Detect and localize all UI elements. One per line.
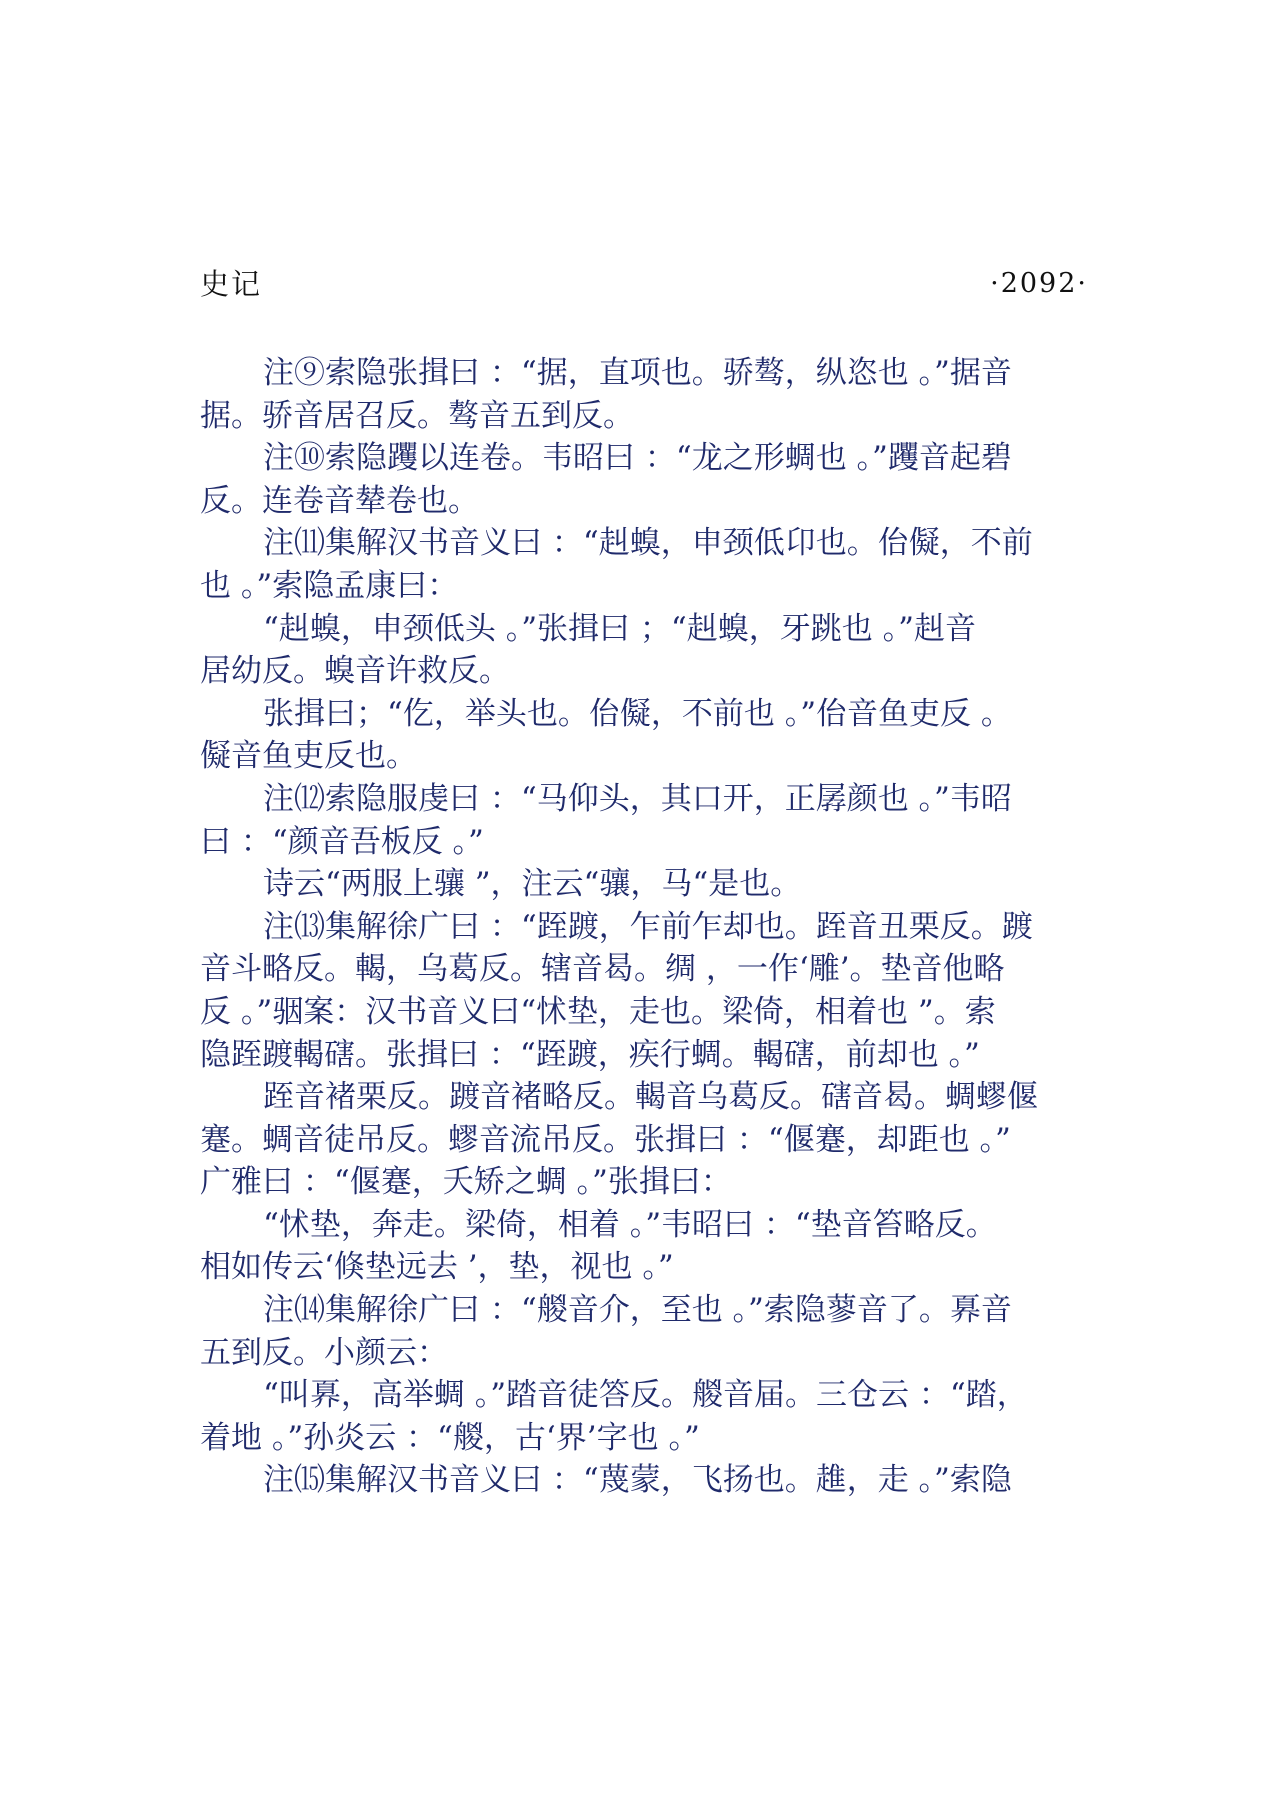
book-title: 史记 [200,267,263,301]
text-line: 反。连卷音辇卷也。 [200,482,479,519]
text-line: 注⑨索隐张揖曰 ：“据，直项也。骄骜，纵恣也 。”据音 [263,355,1012,391]
text-line: 跮音褚栗反。踱音褚略反。輵音乌葛反。磍音曷。蜩蟉偃 [263,1079,1038,1116]
text-line: 着地 。”孙炎云 ：“艐，古‘界’字也 。” [200,1419,700,1456]
page-header [200,264,1088,304]
text-line: 相如传云‘倏垫远去 ’，垫，视也 。” [200,1249,674,1286]
text-line: 注⒁集解徐广曰 ：“艐音介，至也 。”索隐蓼音了。奡音 [263,1292,1012,1329]
text-line: 注⑿索隐服虔曰 ：“马仰头，其口开，正孱颜也 。”韦昭 [263,780,1012,817]
text-line: 注⑾集解汉书音义曰 ：“赳螑，申颈低卬也。佁儗，不前 [263,525,1033,562]
text-line: 注⒂集解汉书音义曰 ：“蔑蒙，飞扬也。趡，走 。”索隐 [263,1462,1012,1499]
page-number: ·2092· [990,268,1088,299]
text-line: 注⑩索隐躩以连卷。韦昭曰 ：“龙之形蜩也 。”躩音起碧 [263,440,1012,477]
text-line: 隐跮踱輵磍。张揖曰 ：“跮踱，疾行蜩。輵磍，前却也 。” [200,1036,980,1073]
text-line: 五到反。小颜云： [200,1334,448,1371]
text-line: 居幼反。螑音许救反。 [200,653,510,690]
text-line: 张揖曰；“仡，举头也。佁儗，不前也 。”佁音鱼吏反 。 [263,695,1012,732]
text-line: “赳螑，申颈低头 。”张揖曰 ；“赳螑，牙跳也 。”赳音 [263,610,976,647]
text-line: 儗音鱼吏反也。 [200,738,417,775]
text-line: “怵垫，奔走。梁倚，相着 。”韦昭曰 ：“垫音笞略反。 [263,1206,997,1243]
text-line: 曰 ：“颜音吾板反 。” [200,823,484,860]
annotation-text-block [200,352,1088,1502]
text-line: 据。骄音居召反。骜音五到反。 [200,397,634,434]
text-line: 广雅曰 ：“偃蹇，夭矫之蜩 。”张揖曰： [200,1164,732,1201]
text-line: “叫奡，高举蜩 。”踏音徒答反。艐音届。三仓云 ：“踏， [263,1377,1028,1414]
text-line: 反 。”骃案：汉书音义曰“怵垫，走也。梁倚，相着也 ”。索 [200,993,996,1030]
text-line: 蹇。蜩音徒吊反。蟉音流吊反。张揖曰 ：“偃蹇，却距也 。” [200,1121,1011,1158]
text-line: 注⒀集解徐广曰 ：“跮踱，乍前乍却也。跮音丑栗反。踱 [263,908,1033,945]
text-line: 诗云“两服上骧 ”，注云“骧，马“是也。 [263,866,802,903]
text-line: 音斗略反。輵，乌葛反。辖音曷。绸 ，一作‘雕’。垫音他略 [200,951,1005,988]
text-line: 也 。”索隐孟康曰： [200,567,459,604]
